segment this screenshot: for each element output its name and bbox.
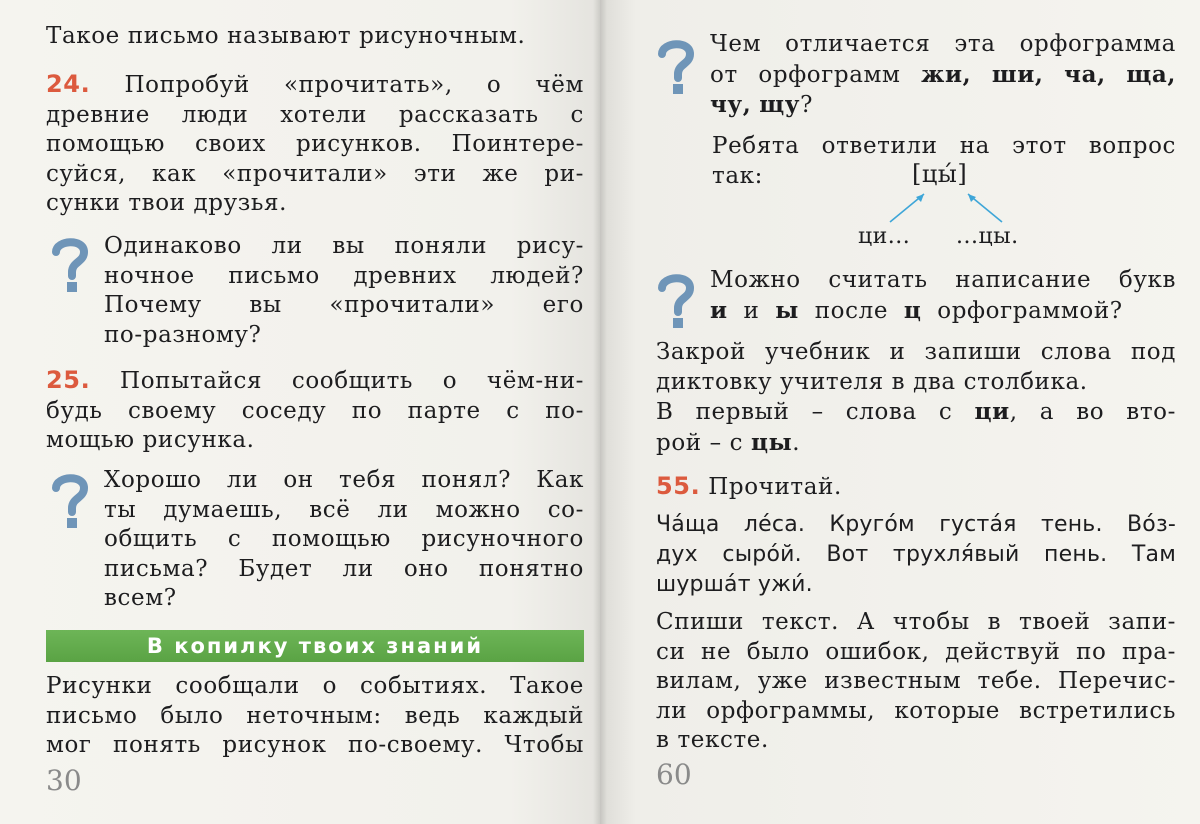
text-line: мог понять рисунок по-своему. Чтобы bbox=[46, 732, 584, 758]
intro-text: Такое письмо называют рисуночным. bbox=[46, 23, 526, 49]
text-line bbox=[710, 90, 1176, 121]
text-line: дух сыро́й. Вот трухля́вый пень. Там bbox=[656, 542, 1176, 567]
question-icon bbox=[654, 36, 698, 96]
question-3 bbox=[710, 30, 1176, 121]
text-line: Можно считать написание букв bbox=[710, 267, 1176, 293]
page-number: 30 bbox=[46, 764, 82, 797]
orthogram: ши, bbox=[991, 60, 1044, 88]
question-icon bbox=[48, 470, 92, 530]
text-span: орфограммой? bbox=[937, 297, 1123, 324]
text-line: письма? Будет ли оно понятно bbox=[104, 555, 584, 582]
task-text bbox=[656, 338, 1176, 458]
question-icon bbox=[654, 270, 698, 330]
exercise-number: 24. bbox=[46, 70, 91, 98]
variant-ci: ци... bbox=[858, 224, 911, 249]
exercise-25 bbox=[46, 366, 584, 456]
text-line: Рисунки сообщали о событиях. Такое bbox=[46, 673, 584, 699]
text-line bbox=[710, 296, 1176, 327]
text-line: суйся, как «прочитали» эти же ри- bbox=[46, 160, 584, 187]
text-line: Ребята ответили на этот вопрос bbox=[712, 133, 1176, 159]
page-number: 60 bbox=[656, 758, 692, 791]
text-span: рой – с bbox=[656, 429, 744, 456]
arrows-diagram bbox=[876, 190, 1016, 226]
text-line bbox=[656, 397, 1176, 428]
text-line: Спиши текст. А чтобы в твоей запи- bbox=[656, 609, 1176, 635]
text-line: по-разному? bbox=[104, 321, 262, 348]
text-line: вилам, уже известным тебе. Перечис- bbox=[656, 668, 1176, 694]
text-line: диктовку учителя в два столбика. bbox=[656, 368, 1088, 395]
exercise-number: 25. bbox=[46, 366, 91, 394]
text-span: и bbox=[743, 297, 760, 324]
letter: ц bbox=[903, 296, 922, 324]
knowledge-banner: В копилку твоих знаний bbox=[46, 630, 584, 662]
text-line: мощью рисунка. bbox=[46, 427, 255, 453]
exercise-55 bbox=[656, 472, 842, 503]
text-line: Почему вы «прочитали» его bbox=[104, 292, 584, 318]
text-line bbox=[656, 428, 1176, 459]
syllable: ци bbox=[974, 398, 1010, 425]
knowledge-text bbox=[46, 672, 584, 761]
transcription: [цы́] bbox=[912, 160, 968, 188]
syllable: цы bbox=[751, 428, 793, 456]
instruction-text bbox=[656, 608, 1176, 756]
exercise-24 bbox=[46, 70, 584, 219]
text-span: после bbox=[814, 297, 889, 324]
exercise-title: Прочитай. bbox=[708, 474, 842, 500]
text-line: Ча́ща ле́са. Круго́м густа́я тень. Во́з- bbox=[656, 512, 1176, 537]
text-span: . bbox=[792, 429, 801, 456]
text-line: древние люди хотели рассказать с bbox=[46, 101, 584, 128]
question-icon bbox=[48, 234, 92, 294]
letter: и bbox=[710, 296, 728, 324]
exercise-number: 55. bbox=[656, 472, 701, 500]
text-line: Попытайся сообщить о чём-ни- bbox=[120, 368, 584, 394]
orthogram: ща, bbox=[1126, 60, 1176, 88]
text-line: сунки твои друзья. bbox=[46, 190, 288, 216]
text-span: В первый – слова с bbox=[656, 399, 953, 425]
orthogram: щу bbox=[759, 91, 801, 118]
right-page bbox=[600, 0, 1200, 824]
text-line: Попробуй «прочитать», о чём bbox=[124, 72, 584, 98]
text-line: Закрой учебник и запиши слова под bbox=[656, 339, 1176, 365]
text-span: ? bbox=[800, 92, 814, 118]
text-line: в тексте. bbox=[656, 727, 769, 753]
text-line: Хорошо ли он тебя понял? Как bbox=[104, 467, 584, 493]
question-4 bbox=[710, 266, 1176, 326]
poem bbox=[656, 510, 1176, 600]
book-gutter bbox=[593, 0, 607, 824]
orthogram: чу, bbox=[710, 91, 752, 118]
text-line: письмо было неточным: ведь каждый bbox=[46, 702, 584, 729]
text-line: будь своему соседу по парте с по- bbox=[46, 397, 584, 424]
text-line: всем? bbox=[104, 585, 177, 611]
text-line: помощью своих рисунков. Поинтере- bbox=[46, 131, 584, 157]
text-line: си не было ошибок, действуй по пра- bbox=[656, 638, 1176, 665]
variant-cy: ...цы. bbox=[956, 224, 1019, 249]
text-span: , а во вто- bbox=[1009, 399, 1176, 425]
question-1 bbox=[104, 232, 584, 350]
text-line: Чем отличается эта орфограмма bbox=[710, 31, 1176, 57]
text-line: ты думаешь, всё ли можно со- bbox=[104, 496, 584, 523]
text-line bbox=[710, 60, 1176, 91]
text-line: Одинаково ли вы поняли рису- bbox=[104, 233, 584, 259]
question-2 bbox=[104, 466, 584, 614]
text-line: так: bbox=[712, 162, 763, 189]
text-line: шурша́т ужи́. bbox=[656, 572, 813, 597]
text-line: ли орфограммы, которые встретились bbox=[656, 697, 1176, 724]
letter: ы bbox=[775, 296, 799, 324]
text-span: от орфограмм bbox=[710, 61, 901, 88]
text-line: общить с помощью рисуночного bbox=[104, 526, 584, 552]
orthogram: ча, bbox=[1064, 60, 1106, 88]
text-line: ночное письмо древних людей? bbox=[104, 262, 584, 289]
orthogram: жи, bbox=[921, 60, 972, 88]
